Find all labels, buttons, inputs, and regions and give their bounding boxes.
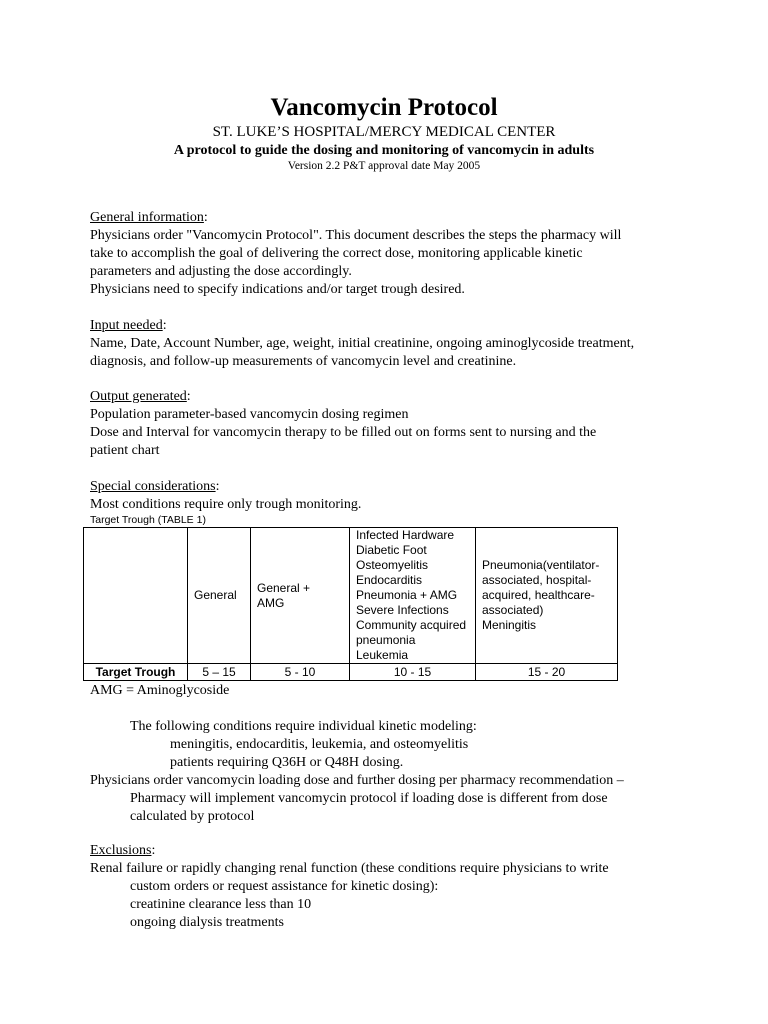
section-heading: Output generated <box>90 389 187 404</box>
table-header-cell: General <box>188 528 251 664</box>
paragraph-line: Renal failure or rapidly changing renal function (these conditions require physicians to write <box>90 861 609 876</box>
table-caption: Target Trough (TABLE 1) <box>90 514 206 526</box>
paragraph-line: Dose and Interval for vancomycin therapy to be filled out on forms sent to nursing and the <box>90 425 597 440</box>
exclusion-item: creatinine clearance less than 10 <box>130 897 312 912</box>
table-cell: 10 - 15 <box>350 664 476 681</box>
section-special-considerations: Special considerations: Most conditions require only trough monitoring. <box>90 478 690 514</box>
table-header-cell: Pneumonia(ventilator- associated, hospital- acquired, healthcare- associated) Meningitis <box>476 528 618 664</box>
paragraph-line: Physicians order "Vancomycin Protocol". This document describes the steps the pharmacy will <box>90 228 622 243</box>
paragraph-line: take to accomplish the goal of delivering the correct dose, monitoring applicable kinetic <box>90 246 583 261</box>
loading-dose-line: Physicians order vancomycin loading dose and further dosing per pharmacy recommendation – <box>90 773 624 788</box>
paragraph-line: patient chart <box>90 443 160 458</box>
exclusion-detail: custom orders or request assistance for kinetic dosing): <box>130 879 439 894</box>
paragraph-line: Name, Date, Account Number, age, weight, initial creatinine, ongoing aminoglycoside treatment, <box>90 336 635 351</box>
organization-name: ST. LUKE’S HOSPITAL/MERCY MEDICAL CENTER <box>212 124 556 140</box>
version-line: Version 2.2 P&T approval date May 2005 <box>287 160 481 172</box>
section-heading: Input needed <box>90 318 163 333</box>
table-cell: 5 - 10 <box>251 664 350 681</box>
table-header-cell: General + AMG <box>251 528 350 664</box>
target-trough-table <box>83 527 618 681</box>
kinetic-item: meningitis, endocarditis, leukemia, and osteomyelitis <box>170 737 469 752</box>
document-subtitle: A protocol to guide the dosing and monitoring of vancomycin in adults <box>173 143 595 158</box>
table-cell: 15 - 20 <box>476 664 618 681</box>
loading-dose-detail: calculated by protocol <box>130 809 255 824</box>
exclusion-item: ongoing dialysis treatments <box>130 915 284 930</box>
paragraph-line: parameters and adjusting the dose accordingly. <box>90 264 352 279</box>
table-header-cell: Infected Hardware Diabetic Foot Osteomyelitis Endocarditis Pneumonia + AMG Severe Infections Community acquired pneumonia Leukemia <box>350 528 476 664</box>
section-heading: Exclusions <box>90 843 152 858</box>
section-input-needed: Input needed: Name, Date, Account Number, age, weight, initial creatinine, ongoing aminoglycoside treatment, diagnosis, and follow-up measurements of vancomycin level and creatinine. <box>90 317 690 371</box>
paragraph-line: Population parameter-based vancomycin dosing regimen <box>90 407 409 422</box>
table-cell: 5 – 15 <box>188 664 251 681</box>
table-row-label: Target Trough <box>84 664 188 681</box>
loading-dose-detail: Pharmacy will implement vancomycin protocol if loading dose is different from dose <box>130 791 608 806</box>
section-heading: General information <box>90 210 204 225</box>
document-title: Vancomycin Protocol <box>270 94 498 121</box>
paragraph-line: diagnosis, and follow-up measurements of vancomycin level and creatinine. <box>90 354 517 369</box>
paragraph-line: Physicians need to specify indications and/or target trough desired. <box>90 282 465 297</box>
section-output-generated: Output generated: Population parameter-based vancomycin dosing regimen Dose and Interval for vancomycin therapy to be filled out on forms sent to nursing and the patient chart <box>90 388 690 460</box>
amg-definition: AMG = Aminoglycoside <box>90 683 230 698</box>
table-row <box>84 664 618 681</box>
table-header-cell-empty <box>84 528 188 664</box>
section-exclusions: Exclusions: Renal failure or rapidly changing renal function (these conditions require physicians to write custom orders or request assistance for kinetic dosing): creatinine clearance less than 10 ongoing dialysis treatments <box>90 842 690 932</box>
table-header-row <box>84 528 618 664</box>
paragraph-line: Most conditions require only trough monitoring. <box>90 497 362 512</box>
kinetic-intro: The following conditions require individual kinetic modeling: <box>130 719 477 734</box>
section-general-information: General information: Physicians order "Vancomycin Protocol". This document describes the steps the pharmacy will take to accomplish the goal of delivering the correct dose, monitoring applicable kinetic parameters and adjusting the dose accordingly. Physicians need to specify indications and/or target trough desired. <box>90 209 690 299</box>
section-heading: Special considerations <box>90 479 216 494</box>
section-notes <box>90 682 690 826</box>
kinetic-item: patients requiring Q36H or Q48H dosing. <box>170 755 404 770</box>
